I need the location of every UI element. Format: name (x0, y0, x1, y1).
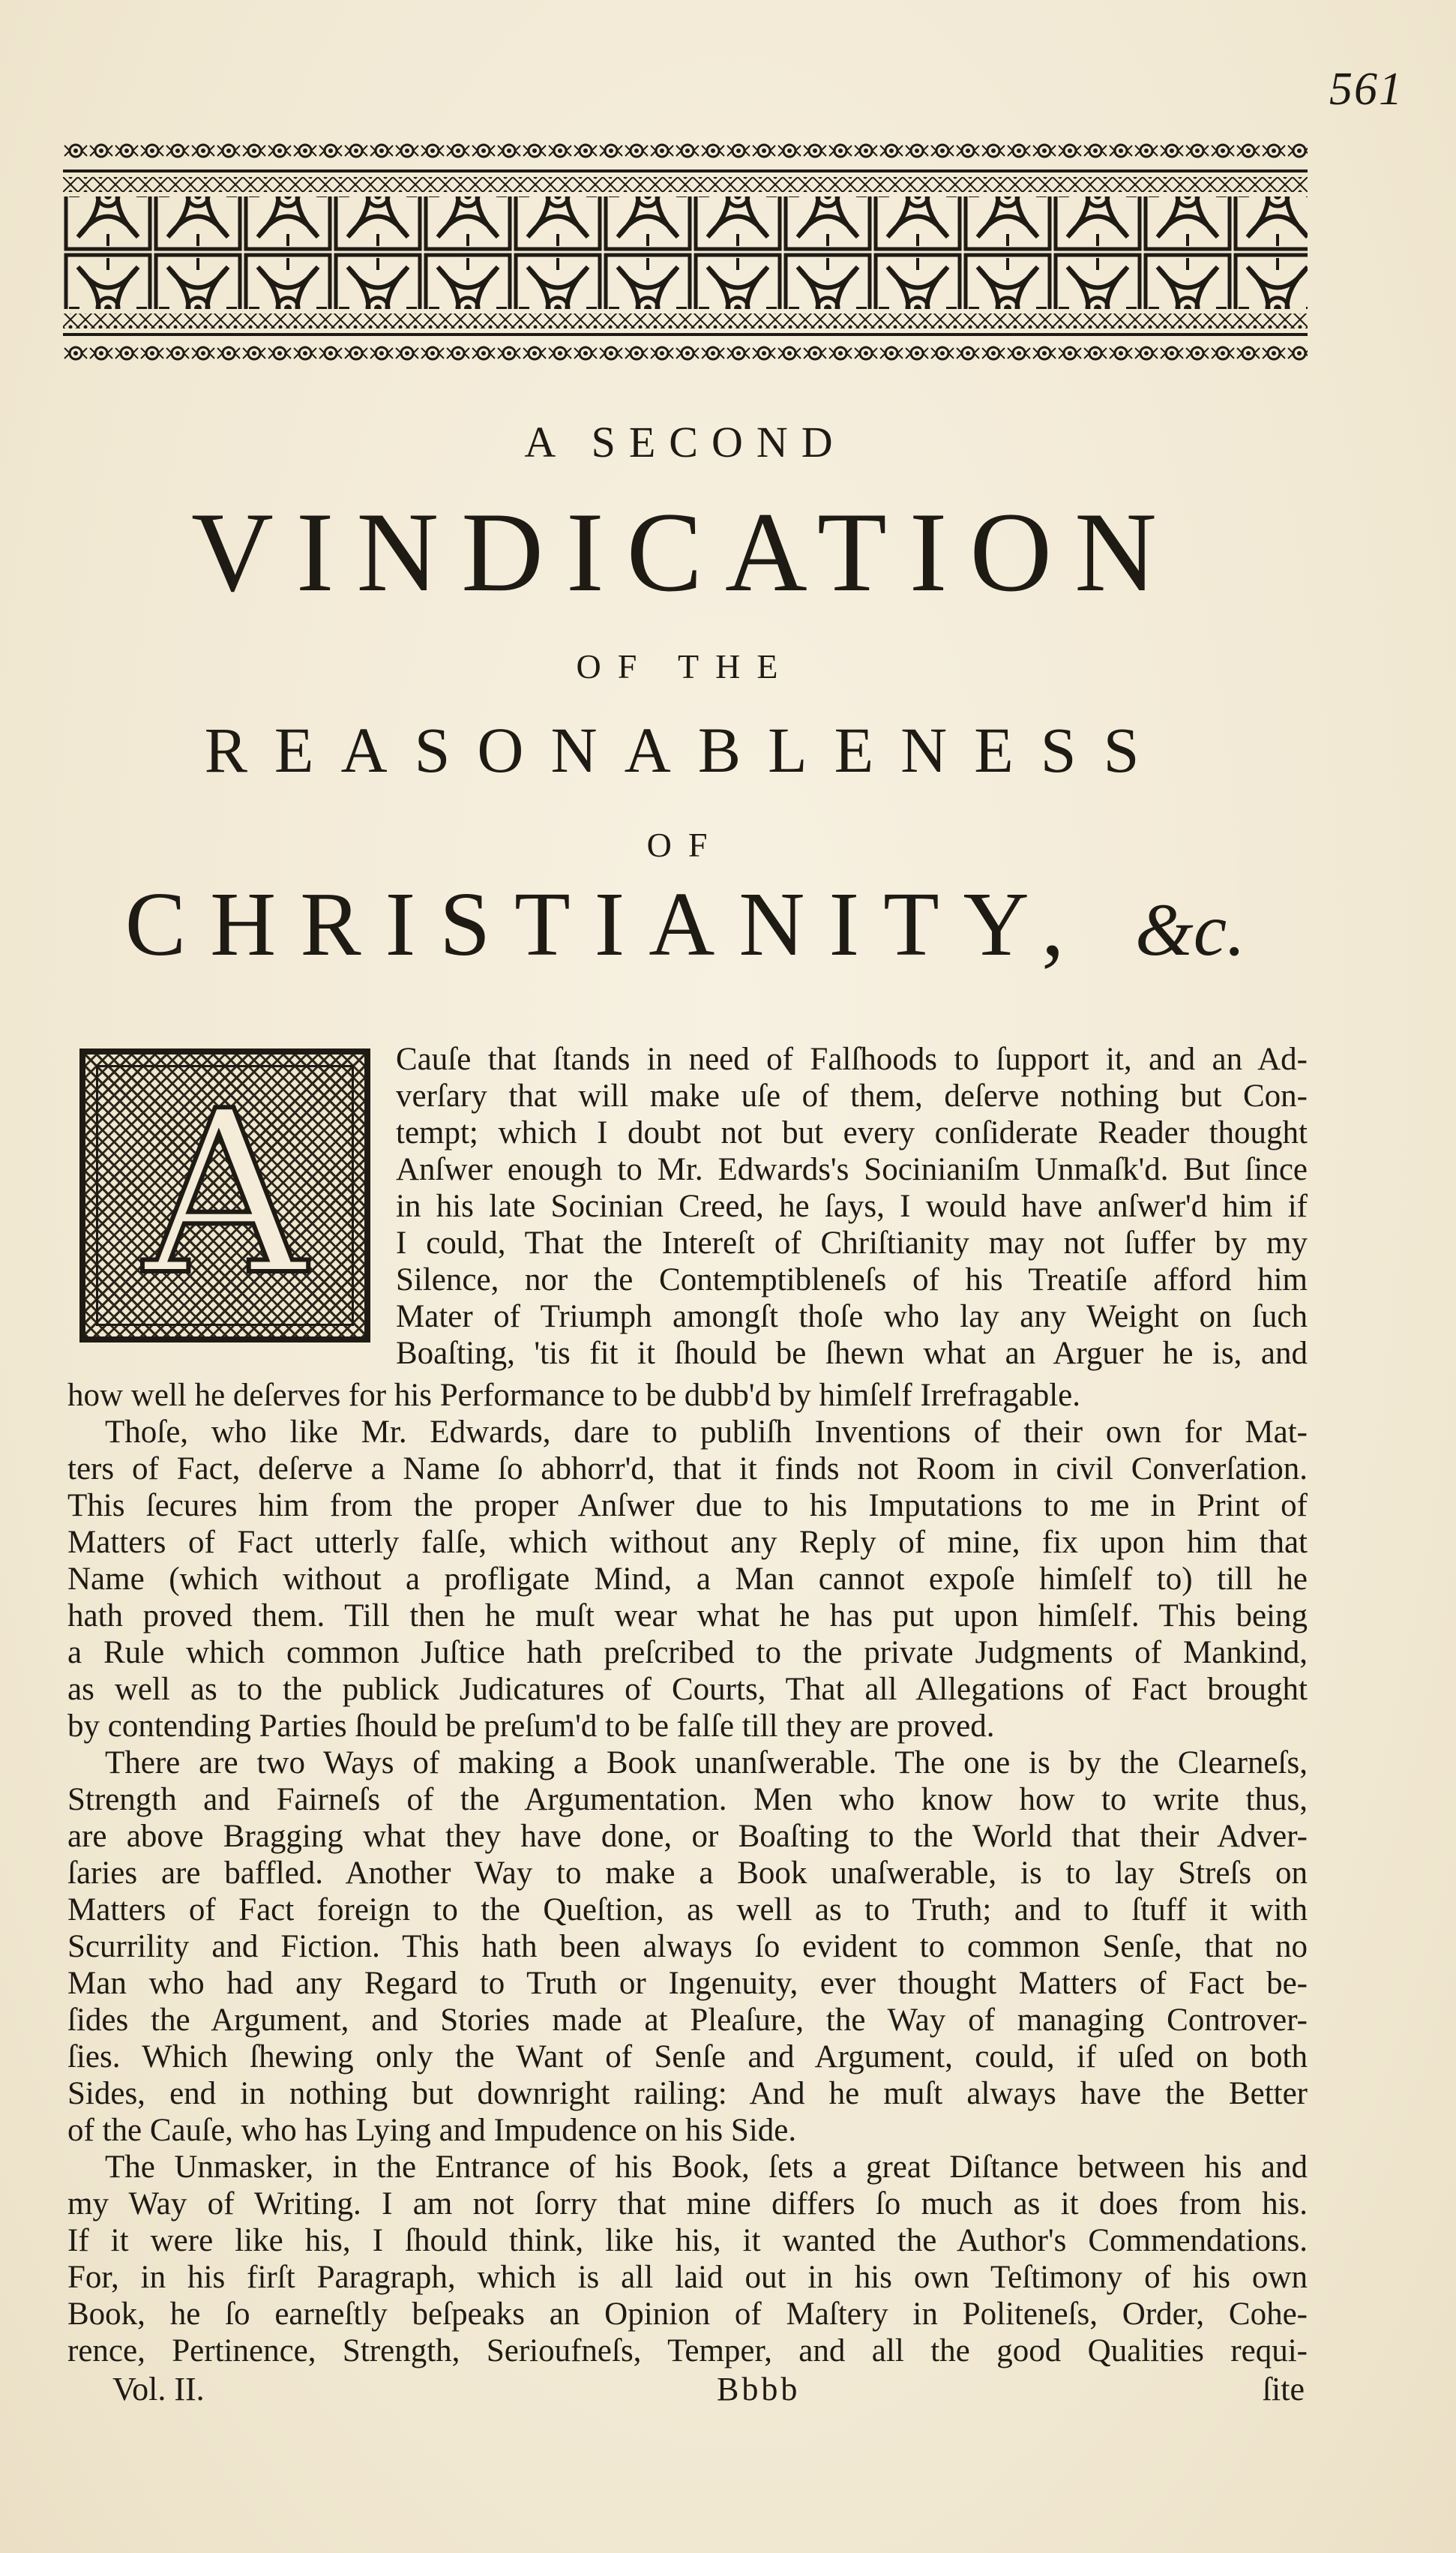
title-of-the: OF THE (576, 647, 795, 686)
text-line: ters of Fact, deſerve a Name ſo abhorr'd, that it finds not Room in civil Converſation. (67, 1451, 1308, 1486)
body-text (67, 1377, 1308, 2369)
headpiece-ornament (63, 140, 1308, 369)
text-line: hath proved them. Till then he muſt wear what he has put upon himſelf. This being (67, 1598, 1308, 1634)
title-reasonableness: REASONABLENESS (204, 714, 1167, 786)
text-line: Anſwer enough to Mr. Edwards's Socinianiſm Unmaſk'd. But ſince (396, 1152, 1308, 1187)
decorated-drop-cap (79, 1048, 370, 1342)
text-line: For, in his firſt Paragraph, which is all laid out in his own Teſtimony of his own (67, 2260, 1308, 2295)
text-line: I could, That the Intereſt of Chriſtianity may not ſuffer by my (396, 1226, 1308, 1261)
title-of: OF (646, 826, 724, 864)
text-line: in his late Socinian Creed, he ſays, I would have anſwer'd him if (396, 1189, 1308, 1224)
text-line: rence, Pertinence, Strength, Serioufneſs, Temper, and all the good Qualities requi- (67, 2333, 1308, 2368)
text-line: Boaſting, 'tis fit it ſhould be ſhewn what an Arguer he is, and (396, 1336, 1308, 1371)
text-line: This ſecures him from the proper Anſwer due to his Imputations to me in Print of (67, 1488, 1308, 1523)
text-line: Matters of Fact foreign to the Queſtion, as well as to Truth; and to ſtuff it with (67, 1892, 1308, 1928)
text-line: verſary that will make uſe of them, deſerve nothing but Con- (396, 1078, 1308, 1114)
title-christianity-word: CHRISTIANITY, (124, 874, 1089, 975)
text-line: tempt; which I doubt not but every conſiderate Reader thought (396, 1115, 1308, 1150)
text-line: as well as to the publick Judicatures of Courts, That all Allegations of Fact brought (67, 1672, 1308, 1707)
title-a-second: A SECOND (524, 418, 846, 466)
text-line: There are two Ways of making a Book unanſwerable. The one is by the Clearneſs, (105, 1745, 1308, 1780)
opening-paragraph (396, 1041, 1308, 1372)
text-line: Thoſe, who like Mr. Edwards, dare to publiſh Inventions of their own for Mat- (105, 1414, 1308, 1450)
text-line: Book, he ſo earneſtly beſpeaks an Opinion of Maſtery in Politeneſs, Order, Cohe- (67, 2296, 1308, 2332)
text-line: Matters of Fact utterly falſe, which without any Reply of mine, fix upon him that (67, 1525, 1308, 1560)
text-line: are above Bragging what they have done, or Boaſting to the World that their Adver- (67, 1819, 1308, 1854)
text-line: Strength and Fairneſs of the Argumentation. Men who know how to write thus, (67, 1782, 1308, 1817)
text-line: ſides the Argument, and Stories made at Pleaſure, the Way of managing Controver- (67, 2002, 1308, 2038)
text-line: Name (which without a profligate Mind, a Man cannot expoſe himſelf to) till he (67, 1562, 1308, 1597)
text-line: a Rule which common Juſtice hath preſcribed to the private Judgments of Mankind, (67, 1635, 1308, 1670)
text-line: my Way of Writing. I am not ſorry that mine differs ſo much as it does from his. (67, 2186, 1308, 2222)
text-line: of the Cauſe, who has Lying and Impudence on his Side. (67, 2113, 797, 2148)
text-line: Sides, end in nothing but downright railing: And he muſt always have the Better (67, 2076, 1308, 2111)
page-number: 561 (1329, 64, 1404, 115)
text-line: Man who had any Regard to Truth or Ingenuity, ever thought Matters of Fact be- (67, 1966, 1308, 2001)
title-etc: &c. (1135, 888, 1246, 971)
volume-mark: Vol. II. (112, 2371, 205, 2408)
title-vindication: VINDICATION (191, 489, 1179, 615)
text-line: Scurrility and Fiction. This hath been always ſo evident to common Senſe, that no (67, 1929, 1308, 1964)
text-line: Mater of Triumph amongſt thoſe who lay any Weight on ſuch (396, 1299, 1308, 1334)
text-line: If it were like his, I ſhould think, like his, it wanted the Author's Commendations. (67, 2223, 1308, 2258)
signature-mark: Bbbb (717, 2371, 801, 2408)
text-line: how well he deſerves for his Performance to be dubb'd by himſelf Irrefragable. (67, 1378, 1081, 1413)
text-line: Cauſe that ſtands in need of Falſhoods to ſupport it, and an Ad- (396, 1042, 1308, 1077)
text-line: Silence, nor the Contemptibleneſs of his Treatiſe afford him (396, 1262, 1308, 1298)
catchword: ſite (1262, 2371, 1305, 2408)
drop-cap-letter: A (143, 1063, 307, 1324)
text-line: ſaries are baffled. Another Way to make a Book unaſwerable, is to lay Streſs on (67, 1856, 1308, 1891)
text-line: ſies. Which ſhewing only the Want of Senſe and Argument, could, if uſed on both (67, 2039, 1308, 2074)
text-line: The Unmasker, in the Entrance of his Book, ſets a great Diſtance between his and (105, 2150, 1308, 2185)
title-christianity (63, 874, 1308, 975)
text-line: by contending Parties ſhould be preſum'd to be falſe till they are proved. (67, 1708, 995, 1744)
